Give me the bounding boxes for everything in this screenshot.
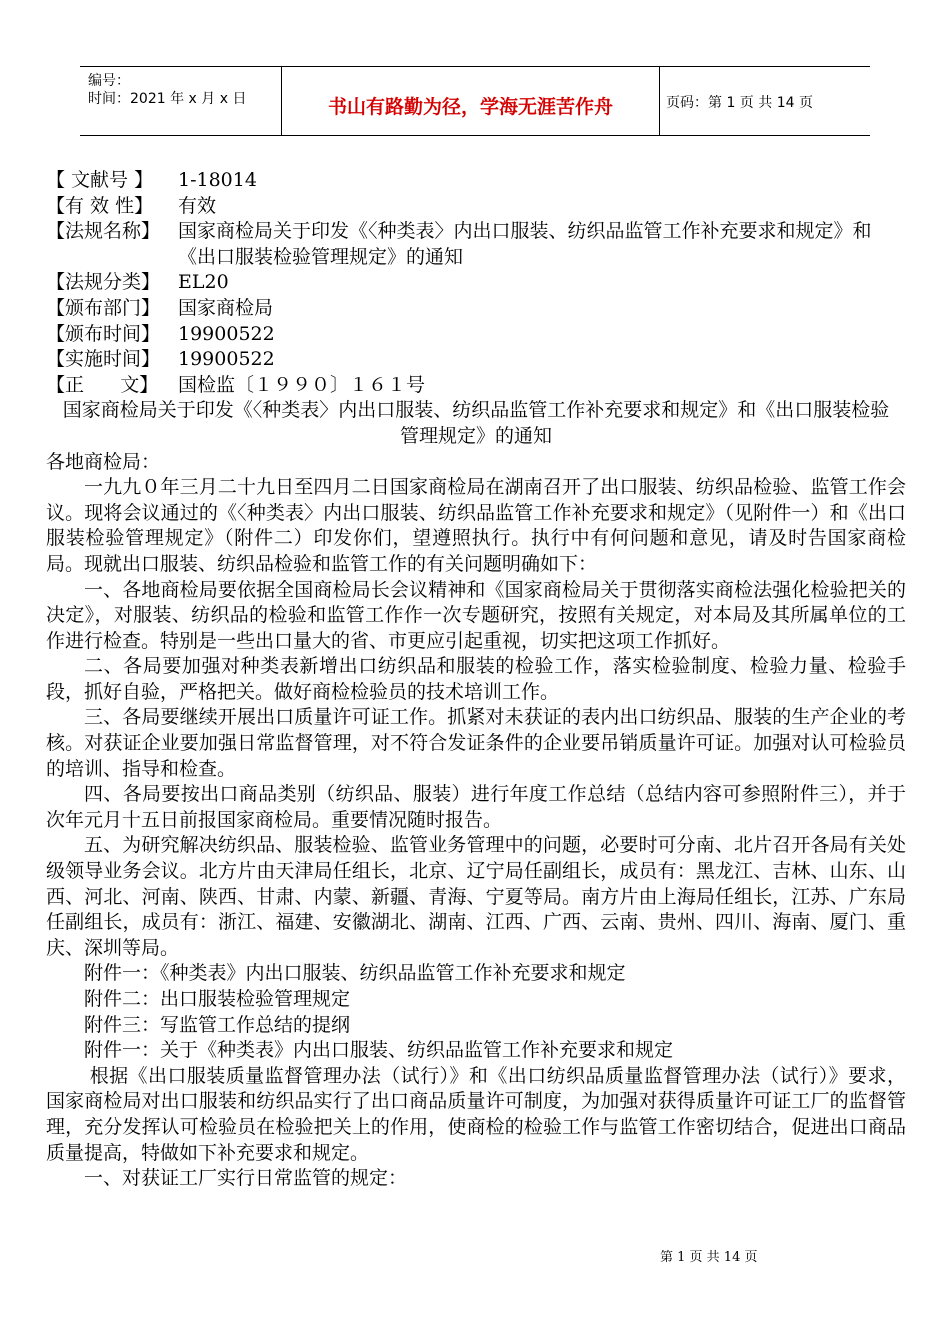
meta-row-effective-date: [46, 347, 906, 373]
meta-label: 【法规名称】: [46, 220, 161, 243]
paragraph: 三、各局要继续开展出口质量许可证工作。抓紧对未获证的表内出口纺织品、服装的生产企业的考核。对获证企业要加强日常监督管理，对不符合发证条件的企业要吊销质量许可证。加强对认可检验员的培训、指导和检查。: [46, 706, 906, 780]
metadata-block: [46, 168, 906, 398]
paragraph: 四、各局要按出口商品类别（纺织品、服装）进行年度工作总结（总结内容可参照附件三），并于次年元月十五日前报国家商检局。重要情况随时报告。: [46, 783, 906, 831]
meta-value: 1-18014: [178, 169, 257, 191]
meta-label: 【法规分类】: [46, 271, 161, 294]
meta-label: 【颁布时间】: [46, 322, 161, 345]
meta-row-body-ref: [46, 373, 906, 399]
attachment-line: 附件三：写监管工作总结的提纲: [84, 1013, 351, 1036]
intro-paragraph: 根据《出口服装质量监督管理办法（试行）》和《出口纺织品质量监督管理办法（试行）》要求，国家商检局对出口服装和纺织品实行了出口商品质量许可制度，为加强对获得质量许可证工厂的监督管理，充分发挥认可检验员在检验把关上的作用，使商检的检验工作与监管工作密切结合，促进出口商品质量提高，特做如下补充要求和规定。: [46, 1064, 906, 1164]
paragraph: 一、对获证工厂实行日常监管的规定：: [84, 1167, 408, 1190]
attachment-line: 附件一：关于《种类表》内出口服装、纺织品监管工作补充要求和规定: [84, 1039, 674, 1062]
meta-row-category: [46, 270, 906, 296]
meta-value: 国家商检局关于印发《〈种类表〉内出口服装、纺织品监管工作补充要求和规定》和《出口服装检验管理规定》的通知: [178, 220, 872, 268]
attachment-line: 附件二：出口服装检验管理规定: [84, 988, 351, 1010]
meta-label: 【正 文】: [46, 373, 159, 396]
header-page-info: 页码：第 1 页 共 14 页: [666, 95, 813, 111]
header-motto: 书山有路勤为径，学海无涯苦作舟: [282, 67, 660, 135]
document-number-label: 编号：: [88, 73, 130, 89]
meta-row-law-name: [46, 219, 906, 270]
meta-row-validity: [46, 194, 906, 220]
meta-value: 国检监〔１９９０〕１６１号: [178, 373, 426, 396]
meta-label: 【 文献号 】: [46, 169, 154, 191]
meta-value: EL20: [178, 271, 229, 294]
meta-row-doc-number: [46, 168, 906, 194]
paragraph: 一九九０年三月二十九日至四月二日国家商检局在湖南召开了出口服装、纺织品检验、监管工作会议。现将会议通过的《〈种类表〉内出口服装、纺织品监管工作补充要求和规定》（见附件一）和《出口服装检验管理规定》（附件二）印发你们，望遵照执行。执行中有何问题和意见，请及时告国家商检局。现就出口服装、纺织品检验和监管工作的有关问题明确如下：: [46, 476, 906, 575]
meta-row-department: [46, 296, 906, 322]
paragraph: 五、为研究解决纺织品、服装检验、监管业务管理中的问题，必要时可分南、北片召开各局有关处级领导业务会议。北方片由天津局任组长，北京、辽宁局任副组长，成员有：黑龙江、吉林、山东、山西、河北、河南、陕西、甘肃、内蒙、新疆、青海、宁夏等局。南方片由上海局任组长，江苏、广东局任副组长，成员有：浙江、福建、安徽湖北、湖南、江西、广西、云南、贵州、四川、海南、厦门、重庆、深圳等局。: [46, 834, 906, 959]
paragraph: 一、各地商检局要依据全国商检局长会议精神和《国家商检局关于贯彻落实商检法强化检验把关的决定》，对服装、纺织品的检验和监管工作作一次专题研究，按照有关规定，对本局及其所属单位的工作进行检查。特别是一些出口量大的省、市更应引起重视，切实把这项工作抓好。: [46, 578, 906, 652]
page-footer: 第 1 页 共 14 页: [660, 1250, 758, 1265]
meta-value: 19900522: [178, 348, 275, 371]
salutation: 各地商检局：: [46, 450, 161, 473]
header-info-cell: [80, 67, 282, 135]
meta-label: 【有 效 性】: [46, 194, 154, 217]
notice-title: 国家商检局关于印发《〈种类表〉内出口服装、纺织品监管工作补充要求和规定》和《出口服装检验管理规定》的通知: [62, 399, 890, 447]
document-body: [46, 168, 906, 1192]
meta-value: 19900522: [178, 322, 275, 345]
meta-row-issue-date: [46, 322, 906, 348]
meta-value: 国家商检局: [178, 296, 274, 319]
meta-label: 【颁布部门】: [46, 296, 161, 319]
paragraph: 二、各局要加强对种类表新增出口纺织品和服装的检验工作，落实检验制度、检验力量、检验手段，抓好自验，严格把关。做好商检检验员的技术培训工作。: [46, 655, 906, 703]
meta-value: 有效: [178, 194, 217, 217]
page-header: [80, 66, 870, 136]
document-date-label: 时间：2021 年 x 月 x 日: [88, 91, 247, 107]
attachment-line: 附件一：《种类表》内出口服装、纺织品监管工作补充要求和规定: [84, 962, 626, 985]
meta-label: 【实施时间】: [46, 348, 161, 371]
